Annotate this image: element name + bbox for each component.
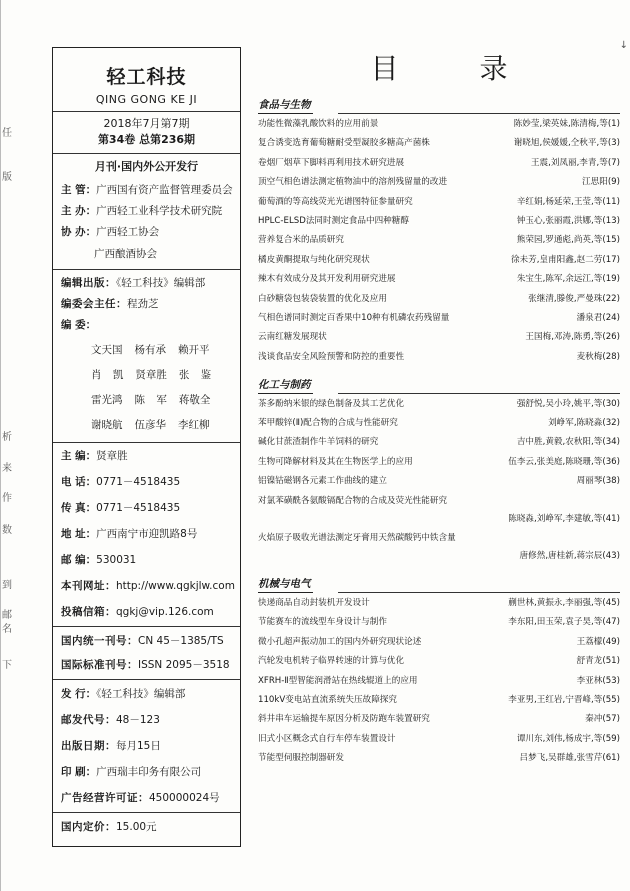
journal-info-box xyxy=(52,47,241,847)
article-authors-page: 张继清,滕俊,严曼珠(22) xyxy=(528,293,620,304)
section-rule xyxy=(338,592,620,593)
postal-code-row xyxy=(61,713,232,727)
publish-date-label: 出版日期： xyxy=(61,740,116,752)
article-authors-page: 秦冲(57) xyxy=(585,714,620,725)
toc-entry[interactable] xyxy=(258,293,620,305)
divider xyxy=(53,626,240,627)
issn-value: ISSN 2095－3518 xyxy=(138,659,230,671)
table-of-contents xyxy=(258,47,620,772)
toc-entry[interactable] xyxy=(258,137,620,149)
article-authors-page: 钟玉心,张丽霞,洪娜,等(13) xyxy=(516,215,620,226)
edge-mark: 到 xyxy=(2,580,12,591)
article-title: 旧式小区概念式自行车停车装置设计 xyxy=(258,733,396,744)
editors-label: 编 委： xyxy=(61,319,97,331)
editor-row xyxy=(91,393,232,407)
article-title: 顶空气相色谱法测定植物油中的溶剂残留量的改进 xyxy=(258,177,448,188)
co-host-label: 协 办： xyxy=(61,226,97,238)
article-title: 汽轮发电机转子临界转速的计算与优化 xyxy=(258,656,405,667)
toc-sections xyxy=(258,93,620,764)
article-title: 快递商品自动封装机开发设计 xyxy=(258,598,370,609)
publisher-row xyxy=(61,276,232,290)
article-title: 功能性微藻乳酸饮料的应用前景 xyxy=(258,119,379,129)
toc-entry[interactable] xyxy=(258,597,620,609)
toc-entry[interactable] xyxy=(258,532,620,562)
article-title: 营养复合米的品质研究 xyxy=(258,235,344,246)
website-value: http://www.qgkjlw.com xyxy=(116,580,235,592)
zip-row xyxy=(61,553,232,567)
chief-editor-value: 贤章胜 xyxy=(96,450,128,462)
sponsor-row xyxy=(61,183,232,197)
edge-mark: 来 xyxy=(2,463,12,474)
printer-value: 广西瑞丰印务有限公司 xyxy=(96,766,202,778)
printer-label: 印 刷： xyxy=(61,766,97,778)
divider xyxy=(53,111,240,112)
toc-entry[interactable] xyxy=(258,475,620,487)
toc-entry[interactable] xyxy=(258,436,620,448)
editor-name: 杨有承 xyxy=(134,344,166,356)
publish-date-value: 每月15日 xyxy=(116,740,161,752)
article-title: 葡萄酒的等高线荧光光谱图特征参量研究 xyxy=(258,196,413,207)
journal-title: 轻工科技 xyxy=(106,66,187,88)
section-rule xyxy=(338,393,620,394)
fax-row xyxy=(61,501,232,515)
editor-row xyxy=(91,343,232,357)
article-title: 浅谈食品安全风险预警和防控的重要性 xyxy=(258,351,405,362)
committee-value: 程劲芝 xyxy=(127,298,159,310)
editor-name: 伍彦华 xyxy=(134,419,166,431)
cn-number-row xyxy=(61,634,232,648)
distributor-row xyxy=(61,687,232,701)
divider xyxy=(53,812,240,813)
journal-title-pinyin: QING GONG KE JI xyxy=(95,93,198,106)
toc-title: 目 录 xyxy=(370,52,544,85)
article-title: XFRH-Ⅱ型智能润滑站在热线辊道上的应用 xyxy=(258,675,418,686)
website-row xyxy=(61,579,235,593)
article-title: 节能型伺服控制器研发 xyxy=(258,753,344,764)
edge-mark: 下 xyxy=(2,660,12,671)
toc-entry[interactable] xyxy=(258,176,620,188)
divider xyxy=(53,153,240,154)
distributor-label: 发 行： xyxy=(61,688,97,700)
editor-name: 李红柳 xyxy=(178,419,210,431)
article-title: 对氯苯磺酰各氨酸镉配合物的合成及荧光性能研究 xyxy=(258,495,448,506)
article-authors-page: 唐修然,唐桂新,蒋宗辰(43) xyxy=(519,551,620,562)
ad-license-row xyxy=(61,791,232,805)
editor-name: 张 鉴 xyxy=(178,369,212,381)
article-title: 节能赛车的流线型车身设计与制作 xyxy=(258,617,387,628)
toc-entry[interactable] xyxy=(258,694,620,706)
article-authors-page: 舒青龙(51) xyxy=(576,656,620,667)
article-title: 橘皮黄酮提取与纯化研究现状 xyxy=(258,254,370,265)
phone-label: 电 话： xyxy=(61,476,97,488)
toc-entry[interactable] xyxy=(258,273,620,285)
host-label: 主 办： xyxy=(61,205,97,217)
toc-entry[interactable] xyxy=(258,713,620,725)
article-authors-page: 强舒悦,吴小玲,姚平,等(30) xyxy=(516,398,620,409)
toc-entry[interactable] xyxy=(258,118,620,130)
article-authors-page: 麦秋梅(28) xyxy=(576,351,620,362)
editor-name: 谢晓航 xyxy=(91,419,123,431)
postal-code-value: 48－123 xyxy=(116,714,160,726)
editor-list xyxy=(61,343,232,432)
toc-entry[interactable] xyxy=(258,752,620,764)
article-authors-page: 熊荣园,罗通彪,尚英,等(15) xyxy=(516,235,620,246)
article-authors-page: 谢晓旭,侯媛媛,仝秋平,等(3) xyxy=(513,138,620,149)
edge-mark: 数 xyxy=(2,525,12,536)
email-value: qgkj@vip.126.com xyxy=(116,606,214,618)
article-authors-page: 蒯世林,黄振永,李丽强,等(45) xyxy=(508,598,620,609)
article-authors-page: 吕梦飞,吴群雄,张雪芹(61) xyxy=(519,753,620,764)
edge-mark: 邮 xyxy=(2,610,12,621)
article-authors-page: 徐未芳,皇甫阳鑫,赵二劳(17) xyxy=(510,254,620,265)
toc-section xyxy=(258,93,620,363)
article-title: 110kV变电站直流系统失压故障探究 xyxy=(258,694,397,705)
toc-entry[interactable] xyxy=(258,655,620,667)
price-value: 15.00元 xyxy=(116,821,157,833)
article-title: 复合诱变选育葡萄糖耐受型凝胶多糖高产菌株 xyxy=(258,138,430,149)
fax-label: 传 真： xyxy=(61,502,97,514)
editor-name: 贤章胜 xyxy=(135,369,167,381)
sponsor-label: 主 管： xyxy=(61,184,97,196)
editor-name: 蒋敬全 xyxy=(178,394,211,406)
article-title: 气相色谱同时测定百香果中10种有机磷农药残留量 xyxy=(258,312,450,323)
price-label: 国内定价： xyxy=(61,821,116,833)
article-title: 斜井串车运输提车原因分析及防跑车装置研究 xyxy=(258,714,430,725)
article-authors-page: 吉中胜,黄毅,农秋阳,等(34) xyxy=(516,437,620,448)
chief-editor-row xyxy=(61,449,232,463)
section-heading: 化工与制药 xyxy=(258,377,313,394)
article-authors-page: 潘泉君(24) xyxy=(576,312,620,323)
article-authors-page: 刘峥军,陈晓淼(32) xyxy=(548,418,620,429)
article-title: 卷烟厂烟草下脚料再利用技术研究进展 xyxy=(258,157,405,168)
email-label: 投稿信箱： xyxy=(61,606,116,618)
fax-value: 0771－4518435 xyxy=(96,502,181,514)
article-authors-page: 李亚林(53) xyxy=(576,675,620,686)
cn-number-value: CN 45－1385/TS xyxy=(138,635,224,647)
toc-entry[interactable] xyxy=(258,733,620,745)
host-row xyxy=(61,204,232,218)
postal-code-label: 邮发代号： xyxy=(61,714,116,726)
issue-date: 2018年7月第7期 xyxy=(103,117,190,130)
address-label: 地 址： xyxy=(61,528,97,540)
toc-entry[interactable] xyxy=(258,351,620,363)
printer-row xyxy=(61,765,232,779)
article-title: 辣木有效成分及其开发利用研究进展 xyxy=(258,274,396,285)
section-heading: 机械与电气 xyxy=(258,576,313,593)
editor-name: 肖 凯 xyxy=(91,369,124,381)
section-heading: 食品与生物 xyxy=(258,97,313,114)
scan-edge-line xyxy=(0,0,1,891)
toc-section xyxy=(258,572,620,764)
edge-mark: 析 xyxy=(2,432,12,443)
committee-label: 编委会主任： xyxy=(61,298,127,310)
article-authors-page: 朱宝生,陈军,余远江,等(19) xyxy=(516,274,620,285)
section-rule xyxy=(338,113,620,114)
editor-name: 陈 军 xyxy=(134,394,167,406)
co-host-value-2: 广西酿酒协会 xyxy=(94,248,157,260)
toc-entry[interactable] xyxy=(258,456,620,468)
editor-name: 赖开平 xyxy=(178,344,210,356)
zip-value: 530031 xyxy=(96,554,137,566)
issn-label: 国际标准刊号： xyxy=(61,659,138,671)
price-row xyxy=(61,820,232,834)
editor-row xyxy=(91,418,232,432)
toc-entry[interactable] xyxy=(258,254,620,266)
toc-section xyxy=(258,373,620,562)
toc-entry[interactable] xyxy=(258,215,620,227)
toc-entry[interactable] xyxy=(258,675,620,687)
article-authors-page: 王荔檬(49) xyxy=(576,636,620,647)
toc-entry[interactable] xyxy=(258,417,620,429)
volume-number: 第34卷 总第236期 xyxy=(97,133,196,146)
edge-mark: 任 xyxy=(2,128,12,139)
frequency: 月刊·国内外公开发行 xyxy=(94,160,199,173)
divider xyxy=(53,269,240,270)
article-authors-page: 辛红娟,杨延荣,王莹,等(11) xyxy=(516,196,620,207)
zip-label: 邮 编： xyxy=(61,554,97,566)
edge-mark: 名 xyxy=(2,624,12,635)
article-title: 火焰原子吸收光谱法测定牙膏用天然碳酸钙中铁含量 xyxy=(258,533,456,544)
article-title: 微小孔超声振动加工的国内外研究现状论述 xyxy=(258,636,422,647)
editor-name: 文天国 xyxy=(91,344,123,356)
sponsor-value: 广西国有资产监督管理委员会 xyxy=(96,184,233,196)
article-title: 铝镍钴磁钢各元素工作曲线的建立 xyxy=(258,476,387,487)
article-authors-page: 伍李云,张美庭,陈晓珊,等(36) xyxy=(508,456,620,467)
co-host-value: 广西轻工协会 xyxy=(96,226,160,238)
divider xyxy=(53,679,240,680)
ad-license-value: 450000024号 xyxy=(149,792,220,804)
publisher-value: 《轻工科技》编辑部 xyxy=(116,277,206,289)
phone-row xyxy=(61,475,232,489)
editors-row xyxy=(61,318,232,332)
issn-row xyxy=(61,658,232,672)
article-title: HPLC-ELSD法同时测定食品中四种糖醇 xyxy=(258,215,409,226)
toc-entry[interactable] xyxy=(258,331,620,343)
phone-value: 0771－4518435 xyxy=(96,476,181,488)
toc-entry[interactable] xyxy=(258,495,620,525)
edge-mark: ↓ xyxy=(619,40,628,51)
committee-row xyxy=(61,297,232,311)
publisher-label: 编辑出版： xyxy=(61,277,116,289)
article-authors-page: 王震,刘凤丽,李青,等(7) xyxy=(530,157,620,168)
editor-name: 雷光鸿 xyxy=(91,394,123,406)
address-row xyxy=(61,527,232,541)
article-title: 碱化甘蔗渣制作牛羊饲料的研究 xyxy=(258,437,379,448)
article-authors-page: 陈妙莹,梁英妹,陈清梅,等(1) xyxy=(513,119,620,129)
email-row xyxy=(61,605,232,619)
editor-row xyxy=(91,368,232,382)
toc-entry[interactable] xyxy=(258,157,620,169)
article-authors-page: 李亚男,王红岩,宁晋峰,等(55) xyxy=(508,694,620,705)
publish-date-row xyxy=(61,739,232,753)
website-label: 本刊网址： xyxy=(61,580,116,592)
divider xyxy=(53,442,240,443)
edge-mark: 版 xyxy=(2,172,12,183)
cn-number-label: 国内统一刊号： xyxy=(61,635,138,647)
article-authors-page: 陈晓淼,刘峥军,李建敏,等(41) xyxy=(508,513,620,524)
article-authors-page: 江思阳(9) xyxy=(582,177,620,188)
chief-editor-label: 主 编： xyxy=(61,450,97,462)
article-title: 苯甲酸锌(Ⅱ)配合物的合成与性能研究 xyxy=(258,418,398,429)
toc-entry[interactable] xyxy=(258,398,620,410)
article-authors-page: 李东阳,田玉荣,袁子昊,等(47) xyxy=(508,617,620,628)
article-title: 茶多酚纳米银的绿色制备及其工艺优化 xyxy=(258,398,405,409)
article-title: 生物可降解材料及其在生物医学上的应用 xyxy=(258,456,413,467)
article-title: 白砂糖袋包装袋装置的优化及应用 xyxy=(258,293,387,304)
co-host-row xyxy=(61,225,232,239)
distributor-value: 《轻工科技》编辑部 xyxy=(96,688,186,700)
address-value: 广西南宁市迎凯路8号 xyxy=(96,528,198,540)
article-authors-page: 王国梅,邓涛,陈勇,等(26) xyxy=(525,332,620,343)
toc-entry[interactable] xyxy=(258,616,620,628)
toc-entry[interactable] xyxy=(258,234,620,246)
toc-entry[interactable] xyxy=(258,196,620,208)
host-value: 广西轻工业科学技术研究院 xyxy=(96,205,223,217)
article-authors-page: 周丽琴(38) xyxy=(576,476,620,487)
article-authors-page: 谭川东,刘伟,杨成宇,等(59) xyxy=(516,733,620,744)
edge-mark: 作 xyxy=(2,493,12,504)
toc-entry[interactable] xyxy=(258,636,620,648)
toc-entry[interactable] xyxy=(258,312,620,324)
ad-license-label: 广告经营许可证： xyxy=(61,792,149,804)
article-title: 云南红糖发展现状 xyxy=(258,332,327,343)
